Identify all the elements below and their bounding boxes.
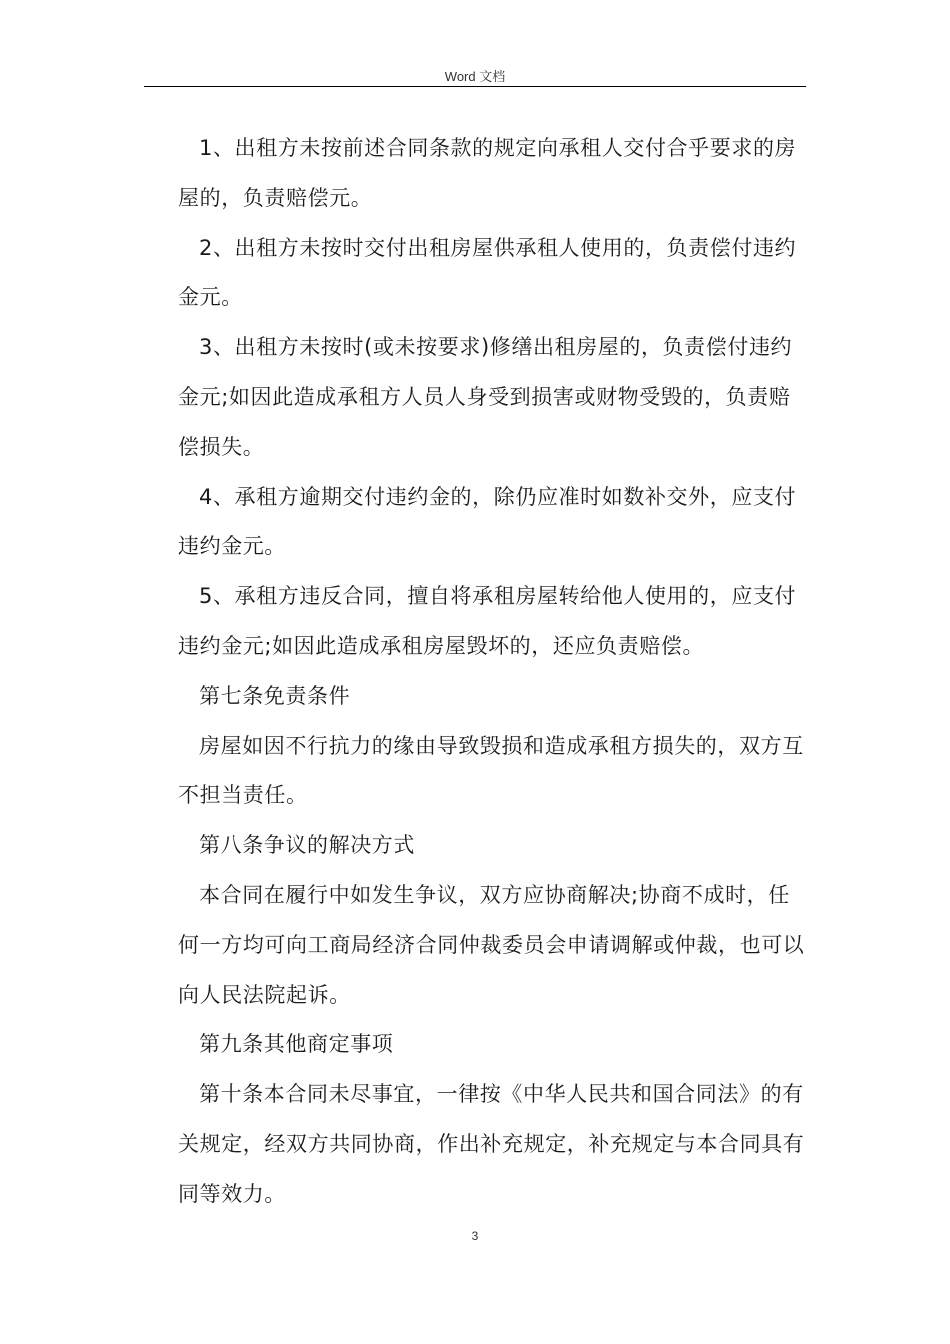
- article-9-heading: 第九条其他商定事项: [199, 1032, 394, 1057]
- article-7-heading: 第七条免责条件: [199, 683, 351, 708]
- article-10-body: 第十条本合同未尽事宜，一律按《中华人民共和国合同法》的有关规定，经双方共同协商，作出补充规定，补充规定与本合同具有同等效力。: [178, 1082, 805, 1206]
- clause-item-4: 4、承租方逾期交付违约金的，除仍应准时如数补交外，应支付违约金元。: [178, 484, 797, 559]
- clause-item-1: 1、出租方未按前述合同条款的规定向承租人交付合乎要求的房屋的，负责赔偿元。: [178, 136, 797, 210]
- article-8-heading: 第八条争议的解决方式: [199, 833, 415, 858]
- clause-item-3: 3、出租方未按时(或未按要求)修缮出租房屋的，负责偿付违约金元;如因此造成承租方人员人身受到损害或财物受毁的，负责赔偿损失。: [178, 335, 793, 459]
- article-7-body: 房屋如因不行抗力的缘由导致毁损和造成承租方损失的，双方互不担当责任。: [178, 733, 804, 808]
- document-body: [178, 124, 808, 1220]
- clause-item-2: 2、出租方未按时交付出租房屋供承租人使用的，负责偿付违约金元。: [178, 235, 797, 310]
- header-divider: [144, 86, 806, 87]
- header-title: Word 文档: [444, 69, 506, 84]
- page-number: 3: [471, 1229, 479, 1243]
- clause-item-5: 5、承租方违反合同，擅自将承租房屋转给他人使用的，应支付违约金元;如因此造成承租房屋毁坏的，还应负责赔偿。: [178, 584, 797, 658]
- article-8-body: 本合同在履行中如发生争议，双方应协商解决;协商不成时，任何一方均可向工商局经济合同仲裁委员会申请调解或仲裁，也可以向人民法院起诉。: [178, 882, 805, 1007]
